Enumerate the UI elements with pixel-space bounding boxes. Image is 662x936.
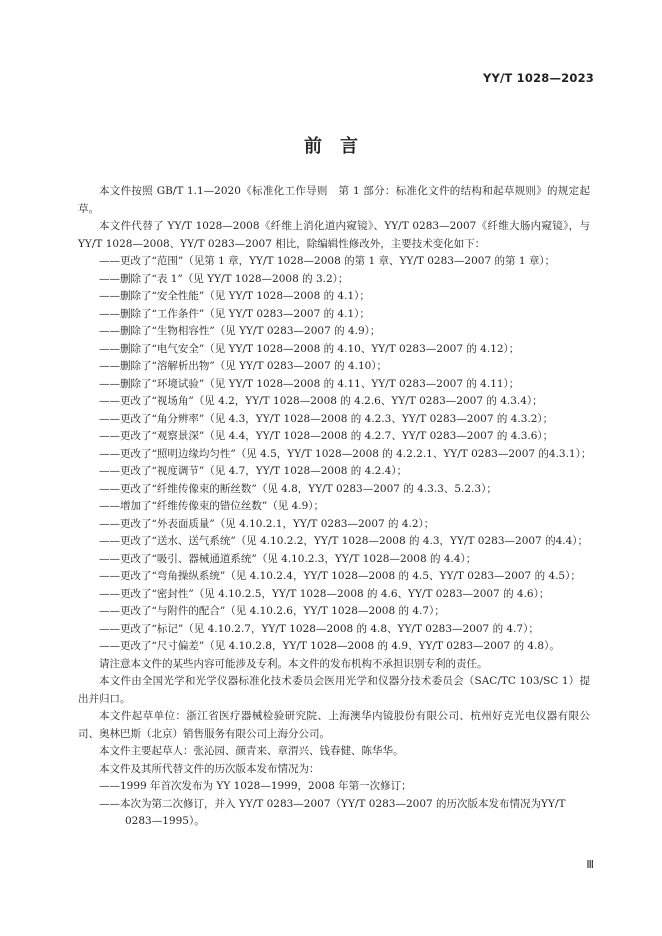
list-item: ——更改了“送水、送气系统”（见 4.10.2.2，YY/T 1028—2008 的 4.3，YY/T 0283—2007 的4.4）；: [99, 535, 589, 547]
list-item: ——更改了“观察景深”（见 4.4，YY/T 1028—2008 的 4.2.7、YY/T 0283—2007 的 4.3.6）；: [99, 430, 554, 442]
list-item: ——更改了“纤维传像束的断丝数”（见 4.8，YY/T 0283—2007 的 4.3.3、5.2.3）；: [99, 482, 497, 495]
list-item: ——本次为第二次修订，并入 YY/T 0283—2007（YY/T 0283—2007 的历次版本发布情况为YY/T 0283—1995）。: [99, 797, 566, 827]
list-item: ——更改了“密封性”（见 4.10.2.5，YY/T 1028—2008 的 4.6、YY/T 0283—2007 的 4.6）；: [99, 587, 550, 600]
list-item: ——更改了“尺寸偏差”（见 4.10.2.8，YY/T 1028—2008 的 4.9、YY/T 0283—2007 的 4.8）。: [99, 640, 560, 652]
paragraph: 请注意本文件的某些内容可能涉及专利。本文件的发布机构不承担识别专利的责任。: [99, 657, 488, 670]
paragraph: 本文件由全国光学和光学仪器标准化技术委员会医用光学和仪器分技术委员会（SAC/TC 103/SC 1）提出并归口。: [78, 675, 590, 705]
list-item: ——更改了“范围”（见第 1 章，YY/T 1028—2008 的第 1 章、YY/T 0283—2007 的第 1 章）；: [99, 255, 556, 267]
list-item: ——删除了“安全性能”（见 YY/T 1028—2008 的 4.1）；: [99, 290, 370, 302]
list-item: ——删除了“电气安全”（见 YY/T 1028—2008 的 4.10、YY/T 0283—2007 的 4.12）；: [99, 342, 520, 355]
list-item: ——更改了“弯角操纵系统”（见 4.10.2.4，YY/T 1028—2008 的 4.5、YY/T 0283—2007 的 4.5）；: [99, 570, 581, 582]
paragraph: 本文件代替了 YY/T 1028—2008《纤维上消化道内窥镜》、YY/T 0283—2007《纤维大肠内窥镜》，与 YY/T 1028—2008、YY/T 0283—2007 相比，除编辑性修改外，主要技术变化如下：: [78, 220, 590, 250]
list-item: ——更改了“视场角”（见 4.2，YY/T 1028—2008 的 4.2.6、YY/T 0283—2007 的 4.3.4）；: [99, 395, 543, 407]
list-item: ——删除了“环境试验”（见 YY/T 1028—2008 的 4.11、YY/T 0283—2007 的 4.11）；: [99, 377, 520, 390]
list-item: ——更改了“照明边缘均匀性”（见 4.5，YY/T 1028—2008 的 4.2.2.1、YY/T 0283—2007 的4.3.1）；: [99, 447, 592, 460]
foreword-body: [78, 183, 590, 831]
paragraph: 本文件按照 GB/T 1.1—2020《标准化工作导则 第 1 部分：标准化文件的结构和起草规则》的规定起草。: [78, 185, 590, 215]
list-item: ——更改了“吸引、器械通道系统”（见 4.10.2.3，YY/T 1028—2008 的 4.4）；: [99, 552, 477, 565]
list-item: ——删除了“表 1”（见 YY/T 1028—2008 的 3.2）；: [99, 272, 349, 285]
list-item: ——更改了“与附件的配合”（见 4.10.2.6，YY/T 1028—2008 的 4.7）；: [99, 605, 445, 617]
list-item: ——删除了“溶解析出物”（见 YY/T 0283—2007 的 4.10）；: [99, 360, 388, 372]
paragraph: 本文件起草单位：浙江省医疗器械检验研究院、上海澳华内镜股份有限公司、杭州好克光电仪器有限公司、奥林巴斯（北京）销售服务有限公司上海分公司。: [78, 710, 590, 740]
list-item: ——更改了“外表面质量”（见 4.10.2.1，YY/T 0283—2007 的 4.2）；: [99, 517, 435, 530]
list-item: ——更改了“视度调节”（见 4.7，YY/T 1028—2008 的 4.2.4）；: [99, 465, 408, 477]
paragraph: 本文件主要起草人：张沁园、颜青来、章渭兴、钱春健、陈华华。: [99, 745, 404, 757]
page-number: Ⅲ: [586, 859, 594, 871]
list-item: ——删除了“生物相容性”（见 YY/T 0283—2007 的 4.9）；: [99, 325, 381, 337]
list-item: ——更改了“标记”（见 4.10.2.7，YY/T 1028—2008 的 4.8、YY/T 0283—2007 的 4.7）；: [99, 622, 539, 635]
list-item: ——删除了“工作条件”（见 YY/T 0283—2007 的 4.1）；: [99, 307, 370, 320]
history-list: [78, 778, 590, 831]
list-item: ——增加了“纤维传像束的错位丝数”（见 4.9）；: [99, 500, 325, 512]
paragraph: 本文件及其所代替文件的历次版本发布情况为：: [99, 762, 320, 775]
list-item: ——1999 年首次发布为 YY 1028—1999，2008 年第一次修订；: [99, 780, 412, 792]
change-list: [78, 253, 590, 656]
standard-code: YY/T 1028—2023: [482, 71, 594, 85]
list-item: ——更改了“角分辨率”（见 4.3，YY/T 1028—2008 的 4.2.3、YY/T 0283—2007 的 4.3.2）；: [99, 412, 554, 425]
page-title: 前 言: [304, 136, 358, 157]
